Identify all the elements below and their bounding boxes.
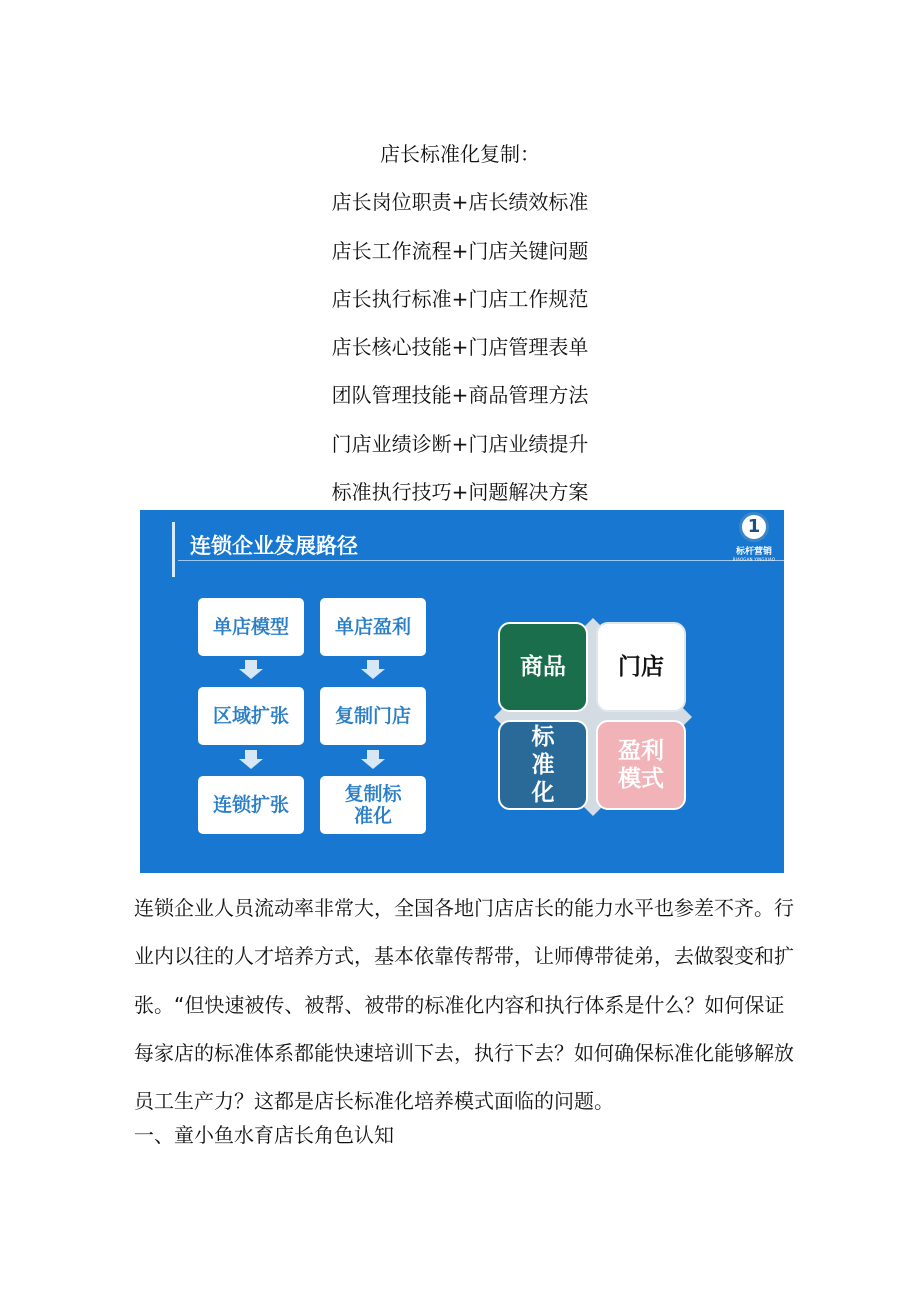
paragraph-line: 每家店的标准体系都能快速培训下去，执行下去？如何确保标准化能够解放 [134, 1040, 794, 1065]
standardization-list [0, 130, 920, 516]
banner-accent-bar [172, 522, 175, 577]
list-item: 门店业绩诊断+门店业绩提升 [331, 431, 589, 456]
banner-title: 连锁企业发展路径 [190, 534, 358, 558]
step-replicate-stores: 复制门店 [320, 687, 426, 745]
list-item: 团队管理技能+商品管理方法 [331, 383, 589, 408]
step-replicate-standardization: 复制标准化 [320, 776, 426, 834]
quadrant-profit-model: 盈利模式 [596, 720, 686, 810]
banner-divider [178, 560, 784, 561]
logo-mark: 1 [739, 512, 769, 542]
chain-development-banner [140, 510, 784, 873]
step-single-store-profit: 单店盈利 [320, 598, 426, 656]
paragraph-line: 业内以往的人才培养方式，基本依靠传帮带，让师傅带徒弟，去做裂变和扩 [134, 944, 794, 969]
quadrant-standardization: 标准化 [498, 720, 588, 810]
body-paragraph [134, 884, 794, 1125]
quadrant-product: 商品 [498, 622, 588, 712]
paragraph-line: 连锁企业人员流动率非常大，全国各地门店店长的能力水平也参差不齐。行 [134, 896, 794, 920]
list-heading: 店长标准化复制： [380, 142, 540, 166]
brand-logo [726, 512, 782, 562]
list-item: 标准执行技巧+问题解决方案 [331, 480, 589, 505]
list-item: 店长岗位职责+店长绩效标准 [331, 190, 589, 215]
step-single-store-model: 单店模型 [198, 598, 304, 656]
list-item: 店长核心技能+门店管理表单 [331, 335, 589, 360]
logo-name: 标杆营销 [735, 547, 772, 557]
step-regional-expansion: 区域扩张 [198, 687, 304, 745]
list-item: 店长执行标准+门店工作规范 [331, 286, 589, 311]
paragraph-line: 员工生产力？这都是店长标准化培养模式面临的问题。 [134, 1089, 614, 1114]
section-heading: 一、童小鱼水育店长角色认知 [134, 1123, 394, 1147]
quadrant-store: 门店 [596, 622, 686, 712]
step-chain-expansion: 连锁扩张 [198, 776, 304, 834]
list-item: 店长工作流程+门店关键问题 [331, 238, 589, 263]
paragraph-line: 张。“但快速被传、被帮、被带的标准化内容和执行体系是什么？如何保证 [134, 992, 785, 1017]
logo-subtitle: BIAOGAN YINGXIAO [732, 557, 776, 562]
